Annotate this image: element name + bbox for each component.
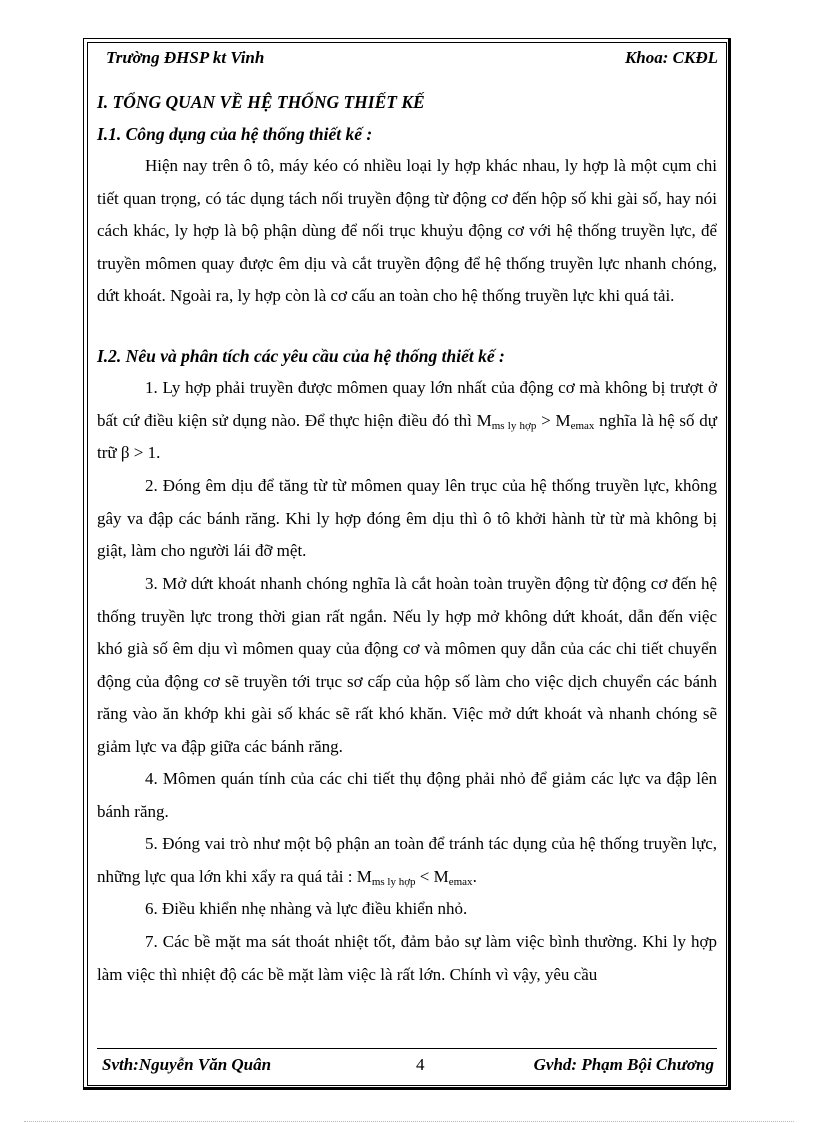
subsection-heading-2: I.2. Nêu và phân tích các yêu cầu của hệ thống thiết kế : [97, 346, 505, 366]
requirement-7: 7. Các bề mặt ma sát thoát nhiệt tốt, đảm bảo sự làm việc bình thường. Khi ly hợp làm việc thì nhiệt độ các bề mặt làm việc là rất lớn. Chính vì vậy, yêu cầu [97, 932, 717, 984]
requirement-4: 4. Mômen quán tính của các chi tiết thụ động phải nhỏ để giảm các lực va đập lên bánh răng. [97, 769, 717, 821]
page-header [106, 48, 718, 72]
requirement-1 [97, 372, 717, 470]
header-school: Trường ĐHSP kt Vinh [106, 48, 265, 67]
req5-text-b: < M [415, 866, 449, 886]
requirement-3: 3. Mở dứt khoát nhanh chóng nghĩa là cắt hoàn toàn truyền động từ động cơ đến hệ thống truyền lực trong thời gian rất ngắn. Nếu ly hợp mở không dứt khoát, dẫn đến việc khó già số êm dịu vì mômen quay của động cơ và mômen quy dẫn của các chi tiết chuyển động của động cơ sẽ truyền tới trục sơ cấp của hộp số làm cho việc dịch chuyển các bánh răng vào ăn khớp khi gài số khác sẽ rất khó khăn. Việc mở dứt khoát và nhanh chóng sẽ giảm lực va đập giữa các bánh răng. [97, 574, 717, 756]
req1-text-b: > M [536, 410, 571, 430]
requirement-2: 2. Đóng êm dịu để tăng từ từ mômen quay lên trục của hệ thống truyền lực, không gây va đập các bánh răng. Khi ly hợp đóng êm dịu thì ô tô khởi hành từ từ mà không bị giật, làm cho người lái đỡ mệt. [97, 476, 717, 560]
footer-student: Svth:Nguyễn Văn Quân [102, 1055, 272, 1074]
intro-paragraph: Hiện nay trên ô tô, máy kéo có nhiều loại ly hợp khác nhau, ly hợp là một cụm chi tiết quan trọng, có tác dụng tách nối truyền động từ động cơ đến hộp số khi gài số, hay nói cách khác, ly hợp là bộ phận dùng để nối trục khuỷu động cơ với hệ thống truyền lực, để truyền mômen quay được êm dịu và cắt truyền động để hệ thống truyền lực nhanh chóng, dứt khoát. Ngoài ra, ly hợp còn là cơ cấu an toàn cho hệ thống truyền lực khi quá tải. [97, 156, 717, 305]
req5-text-c: . [472, 866, 477, 886]
subsection-heading-1: I.1. Công dụng của hệ thống thiết kế : [97, 124, 373, 144]
req5-subscript-2: emax [448, 875, 473, 888]
page-footer [100, 1055, 714, 1079]
requirement-6: 6. Điều khiển nhẹ nhàng và lực điều khiển nhỏ. [145, 899, 468, 918]
page-bottom-dotted-line [24, 1121, 794, 1122]
requirement-5 [97, 828, 717, 893]
req1-subscript-2: emax [570, 419, 595, 432]
section-heading: I. TỔNG QUAN VỀ HỆ THỐNG THIẾT KẾ [97, 92, 425, 112]
req1-text-a: 1. Ly hợp phải truyền được mômen quay lớn nhất của động cơ mà không bị trượt ở bất cứ điều kiện sử dụng nào. Để thực hiện điều đó thì M [97, 378, 717, 430]
page-number: 4 [416, 1055, 425, 1074]
footer-advisor: Gvhd: Phạm Bội Chương [533, 1055, 714, 1074]
req5-text-a: 5. Đóng vai trò như một bộ phận an toàn để tránh tác dụng của hệ thống truyền lực, những lực qua lớn khi xẩy ra quá tải : M [97, 834, 717, 886]
footer-divider [97, 1048, 717, 1049]
req1-subscript-1: ms ly hợp [491, 419, 537, 432]
req1-text-c: nghĩa là hệ số dự trữ β > 1. [97, 410, 717, 462]
header-faculty: Khoa: CKĐL [624, 48, 718, 67]
req5-subscript-1: ms ly hợp [371, 875, 416, 888]
